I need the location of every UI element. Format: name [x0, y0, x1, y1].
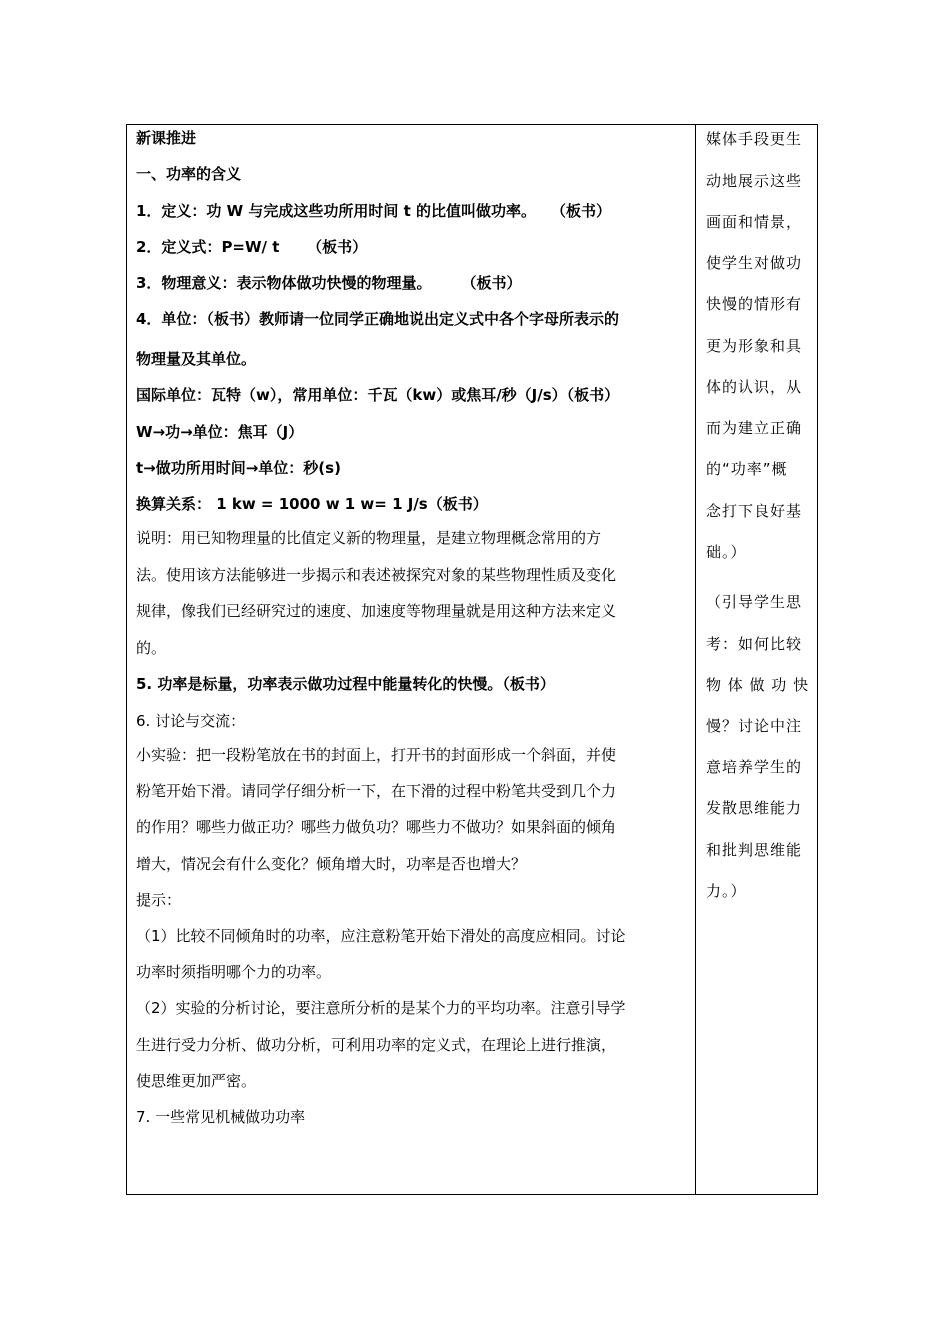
note-line: 和批判思维能: [706, 841, 803, 859]
note-line: 使学生对做功: [706, 254, 803, 272]
main-line: 5. 功率是标量，功率表示做功过程中能量转化的快慢。（板书）: [136, 675, 555, 693]
main-line: 国际单位：瓦特（w），常用单位：千瓦（kw）或焦耳/秒（J/s）（板书）: [136, 386, 620, 404]
note-line: 体的认识，从: [706, 378, 803, 396]
main-line: 的作用？哪些力做正功？哪些力做负功？哪些力不做功？如果斜面的倾角: [136, 818, 617, 836]
main-line: 一、功率的含义: [136, 165, 242, 183]
note-line: 动地展示这些: [706, 172, 803, 190]
main-line: （1）比较不同倾角时的功率，应注意粉笔开始下滑处的高度应相同。讨论: [136, 927, 626, 945]
note-line: 快慢的情形有: [706, 295, 803, 313]
main-line: 1．定义：功 W 与完成这些功所用时间 t 的比值叫做功率。 （板书）: [136, 202, 612, 220]
main-line: （2）实验的分析讨论，要注意所分析的是某个力的平均功率。注意引导学: [136, 999, 626, 1017]
note-line: 础。）: [706, 543, 747, 561]
main-line: 新课推进: [136, 129, 197, 147]
note-line: 力。）: [706, 882, 747, 900]
main-line: 功率时须指明哪个力的功率。: [136, 963, 332, 981]
main-line: 物理量及其单位。: [136, 350, 257, 368]
main-line: 说明：用已知物理量的比值定义新的物理量，是建立物理概念常用的方: [136, 529, 602, 547]
note-line: 物 体 做 功 快: [706, 676, 810, 694]
note-line: 慢？讨论中注: [706, 717, 803, 735]
main-line: 3．物理意义：表示物体做功快慢的物理量。 （板书）: [136, 274, 522, 292]
main-line: 使思维更加严密。: [136, 1072, 257, 1090]
main-line: 4．单位：（板书）教师请一位同学正确地说出定义式中各个字母所表示的: [136, 310, 619, 328]
main-line: 7. 一些常见机械做功功率: [136, 1108, 306, 1126]
main-line: 换算关系： 1 kw = 1000 w 1 w= 1 J/s（板书）: [136, 495, 488, 513]
note-line: 念打下良好基: [706, 502, 803, 520]
note-line: 的“功率”概: [706, 460, 788, 478]
main-line: 小实验：把一段粉笔放在书的封面上，打开书的封面形成一个斜面，并使: [136, 746, 617, 764]
main-line: W→功→单位：焦耳（J）: [136, 423, 304, 441]
main-line: 的。: [136, 639, 167, 657]
main-line: 粉笔开始下滑。请同学仔细分析一下，在下滑的过程中粉笔共受到几个力: [136, 782, 617, 800]
lesson-table: [126, 124, 818, 1195]
main-line: t→做功所用时间→单位：秒(s): [136, 459, 341, 477]
note-line: 而为建立正确: [706, 419, 803, 437]
main-line: 增大，情况会有什么变化？倾角增大时，功率是否也增大？: [136, 855, 527, 873]
main-line: 规律，像我们已经研究过的速度、加速度等物理量就是用这种方法来定义: [136, 602, 617, 620]
note-line: （引导学生思: [706, 593, 803, 611]
note-line: 媒体手段更生: [706, 130, 803, 148]
note-line: 画面和情景，: [706, 213, 803, 231]
note-line: 意培养学生的: [706, 758, 803, 776]
main-line: 2．定义式：P=W/ t （板书）: [136, 238, 368, 256]
main-line: 提示：: [136, 891, 182, 909]
main-line: 法。使用该方法能够进一步揭示和表述被探究对象的某些物理性质及变化: [136, 566, 617, 584]
main-line: 6. 讨论与交流：: [136, 712, 246, 730]
note-line: 发散思维能力: [706, 799, 803, 817]
column-divider: [695, 125, 696, 1194]
note-line: 更为形象和具: [706, 337, 803, 355]
main-line: 生进行受力分析、做功分析，可利用功率的定义式，在理论上进行推演，: [136, 1036, 617, 1054]
note-line: 考：如何比较: [706, 635, 803, 653]
